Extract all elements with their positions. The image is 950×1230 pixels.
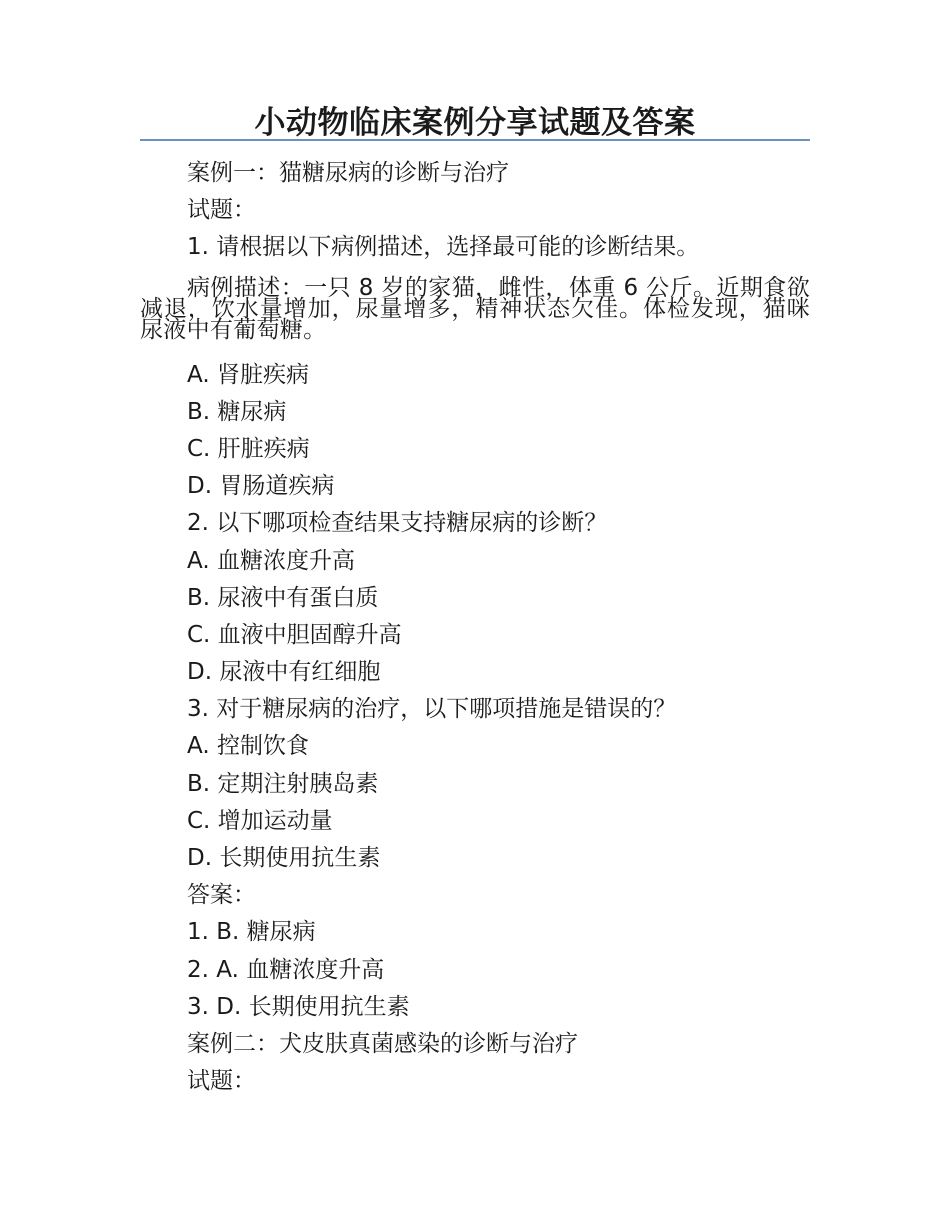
title-underline <box>140 139 810 141</box>
case2-questions-label: 试题： <box>187 1068 256 1095</box>
answer-1: 1. B. 糖尿病 <box>187 919 316 946</box>
q1-option-a: A. 肾脏疾病 <box>187 361 309 388</box>
q2-option-d: D. 尿液中有红细胞 <box>187 659 381 686</box>
document-body <box>140 155 810 1100</box>
q2-option-a: A. 血糖浓度升高 <box>187 547 355 574</box>
q2-option-b: B. 尿液中有蛋白质 <box>187 584 379 611</box>
case1-heading: 案例一：猫糖尿病的诊断与治疗 <box>187 160 509 186</box>
q1-stem: 1. 请根据以下病例描述，选择最可能的诊断结果。 <box>187 234 700 261</box>
q1-option-b: B. 糖尿病 <box>187 398 287 425</box>
case1-questions-label: 试题： <box>187 197 256 224</box>
q1-option-c: C. 肝脏疾病 <box>187 435 310 462</box>
q3-stem: 3. 对于糖尿病的治疗，以下哪项措施是错误的？ <box>187 696 677 723</box>
q3-option-a: A. 控制饮食 <box>187 733 309 760</box>
q1-option-d: D. 胃肠道疾病 <box>187 473 335 500</box>
answer-2: 2. A. 血糖浓度升高 <box>187 956 385 983</box>
q3-option-b: B. 定期注射胰岛素 <box>187 770 379 797</box>
q1-case-description: 病例描述：一只 8 岁的家猫，雌性，体重 6 公斤。近期食欲减退，饮水量增加，尿量增多，精神状态欠佳。体检发现，猫咪尿液中有葡萄糖。 <box>140 274 810 343</box>
case2-heading: 案例二：犬皮肤真菌感染的诊断与治疗 <box>187 1030 578 1057</box>
q3-option-d: D. 长期使用抗生素 <box>187 845 381 871</box>
case1-answers-label: 答案： <box>187 882 256 909</box>
q2-option-c: C. 血液中胆固醇升高 <box>187 621 402 648</box>
document-title: 小动物临床案例分享试题及答案 <box>254 105 696 141</box>
answer-3: 3. D. 长期使用抗生素 <box>187 993 410 1020</box>
q2-stem: 2. 以下哪项检查结果支持糖尿病的诊断？ <box>187 510 608 537</box>
q3-option-c: C. 增加运动量 <box>187 807 333 834</box>
